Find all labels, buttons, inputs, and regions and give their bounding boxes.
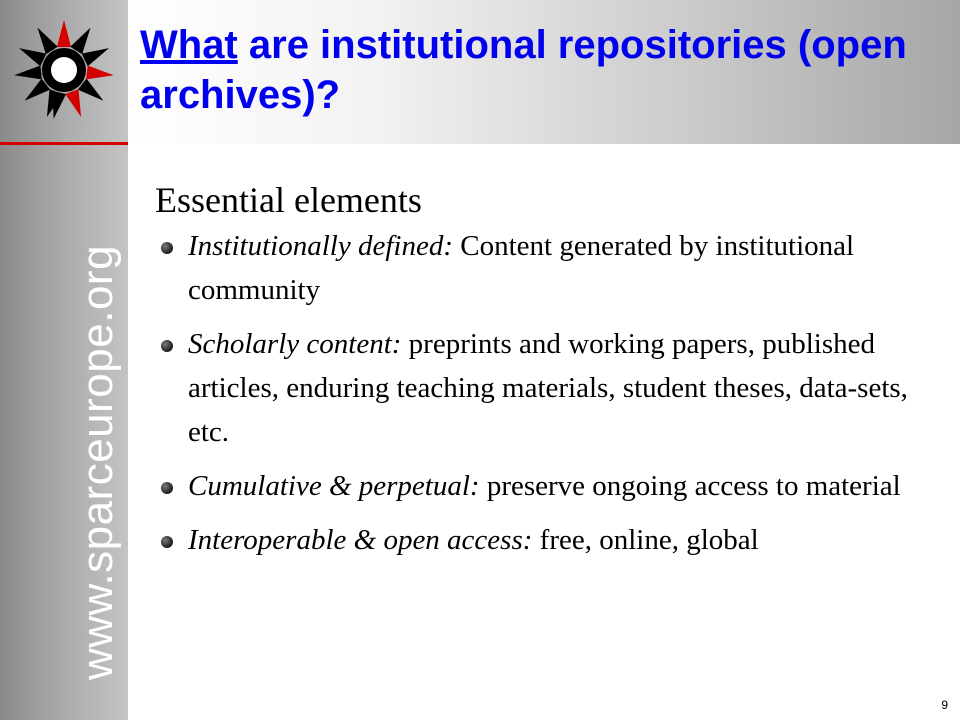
bullet-list — [155, 224, 915, 562]
list-item — [155, 322, 915, 454]
bullet-icon — [161, 482, 173, 494]
sparc-logo-icon — [6, 4, 122, 132]
list-item — [155, 464, 915, 508]
title-link-what[interactable]: What — [140, 23, 238, 67]
slide-body — [155, 178, 915, 572]
bullet-term: Interoperable & open access: — [188, 524, 533, 556]
bullet-icon — [161, 242, 173, 254]
list-item — [155, 518, 915, 562]
title-text: are institutional repositories (open archives)? — [140, 23, 907, 117]
slide-title — [140, 20, 950, 120]
bullet-icon — [161, 340, 173, 352]
slide-number: 9 — [941, 698, 948, 712]
list-item — [155, 224, 915, 312]
bullet-text: preserve ongoing access to material — [479, 470, 901, 502]
bullet-text: Content generated by institutional community — [188, 230, 855, 306]
bullet-term: Scholarly content: — [188, 328, 402, 360]
bullet-term: Institutionally defined: — [188, 230, 453, 262]
bullet-icon — [161, 536, 173, 548]
bullet-term: Cumulative & perpetual: — [188, 470, 480, 502]
subheading: Essential elements — [155, 180, 422, 220]
sidebar — [0, 0, 128, 720]
red-divider — [0, 142, 128, 145]
bullet-text: free, online, global — [532, 524, 759, 556]
website-url: www.sparceurope.org — [73, 244, 122, 680]
bullet-text: preprints and working papers, published articles, enduring teaching materials, student theses, data-sets, etc. — [188, 328, 908, 448]
